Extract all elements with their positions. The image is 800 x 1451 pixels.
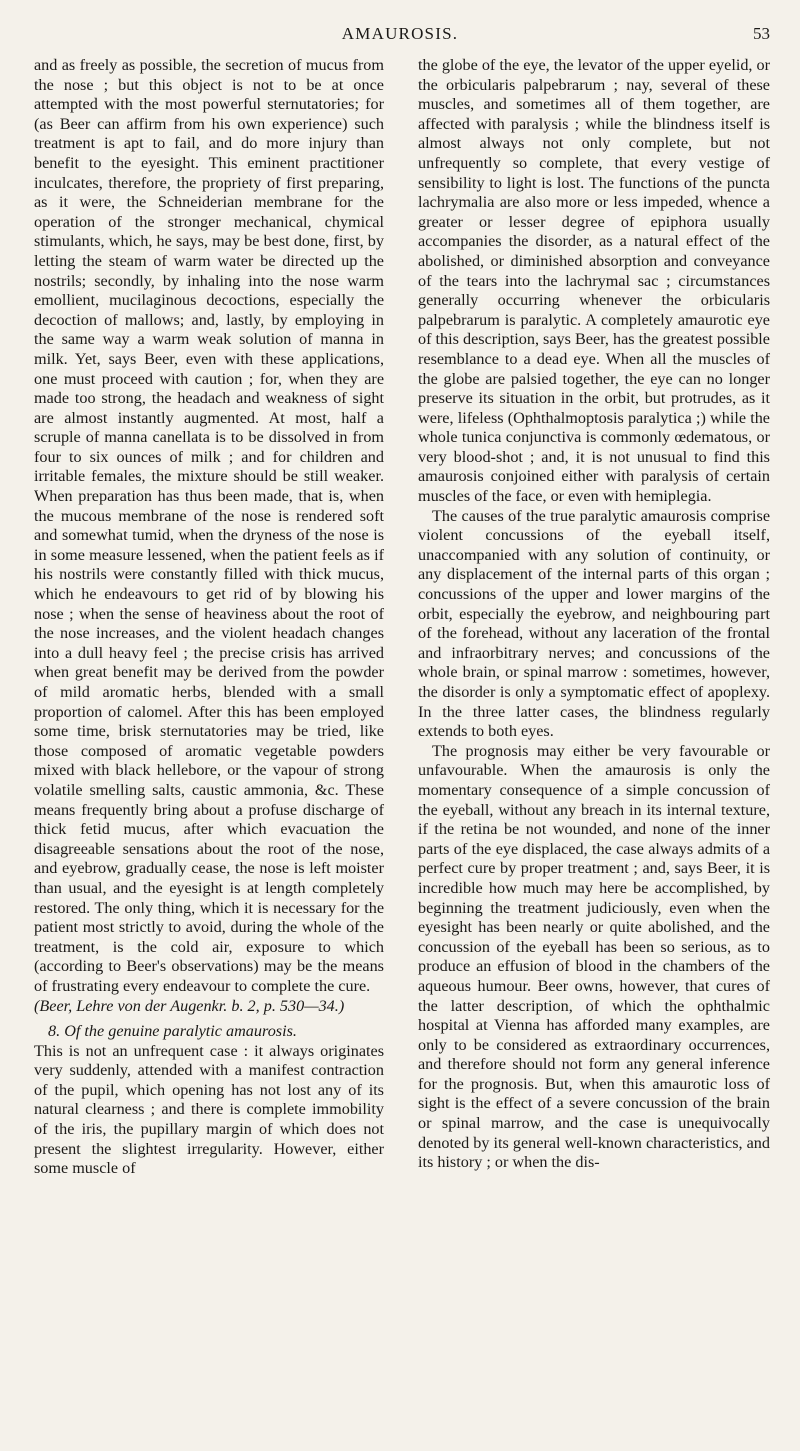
section-text: This is not an unfrequent case : it always originates very suddenly, attended with a manifest contraction of the pupil, which opening has not lost any of its natural clearness ; and there is complete immobility of the iris, the pupillary margin of which does not present the slightest irregularity. However, either some muscle of [34,1041,384,1178]
section-heading: 8. Of the genuine paralytic amaurosis. [48,1022,297,1041]
running-head-title: AMAUROSIS. [341,24,459,43]
left-column [34,56,384,1179]
left-paragraph-1: and as freely as possible, the secretion of mucus from the nose ; but this object is not to be at once attempted with the most powerful sternutatories; for (as Beer can affirm from his own experience) such treatment is apt to fail, and do more injury than benefit to the eyesight. This eminent practitioner inculcates, therefore, the propriety of first preparing, as it were, the Schneiderian membrane for the operation of the stronger mechanical, chymical stimulants, which, he says, may be best done, first, by letting the steam of warm water be directed up the nostrils; secondly, by inhaling into the nose warm emollient, mucilaginous decoctions, especially the decoction of mallows; and, lastly, by employing in the same way a warm weak solution of manna in milk. Yet, says Beer, even with these applications, one must proceed with caution ; for, when they are made too strong, the headach and weakness of sight are almost instantly augmented. At most, half a scruple of manna canellata is to be dissolved in from four to six ounces of milk ; and for children and irritable females, the mixture should be still weaker. When preparation has thus been made, that is, when the mucous membrane of the nose is rendered soft and somewhat tumid, when the dryness of the nose is in some measure lessened, when the patient feels as if his nostrils were constantly filled with thick mucus, which he endeavours to get rid of by blowing his nose ; when the sense of heaviness about the root of the nose increases, and the violent headach changes into a dull heavy feel ; the precise crisis has arrived when great benefit may be derived from the powder of mild aromatic herbs, blended with a small proportion of calomel. After this has been employed some time, brisk sternutatories may be tried, like those composed of aromatic vegetable powders mixed with black hellebore, or the vapour of strong volatile smelling salts, caustic ammonia, &c. These means frequently bring about a profuse discharge of thick fetid mucus, after which evacuation the disagreeable sensations about the root of the nose, and eyebrow, gradually cease, the nose is left moister than usual, and the eyesight is at length completely restored. The only thing, which it is necessary for the patient most strictly to avoid, during the whole of the treatment, is the cold air, exposure to which (according to Beer's observations) may be the means of frustrating every endeavour to complete the cure. [34,56,384,995]
right-paragraph-3: The prognosis may either be very favourable or unfavourable. When the amaurosis is only the momentary consequence of a simple concussion of the eyeball, without any breach in its internal texture, if the retina be not wounded, and none of the inner parts of the eye displaced, the case always admits of a perfect cure by proper treatment ; and, says Beer, it is incredible how much may here be accomplished, by beginning the treatment judiciously, even when the eyesight has been nearly or quite abolished, and the concussion of the eyeball has been so serious, as to produce an effusion of blood in the chambers of the aqueous humour. Beer owns, however, that cures of the latter description, of which the ophthalmic hospital at Vienna has afforded many examples, are only to be considered as extraordinary occurrences, and therefore should not form any general inference for the prognosis. But, when this amaurotic loss of sight is the effect of a severe concussion of the brain or spinal marrow, and the case is unequivocally denoted by its general well-known characteristics, and its history ; or when the dis- [418,741,770,1172]
left-citation: (Beer, Lehre von der Augenkr. b. 2, p. 530—34.) [34,996,345,1015]
right-column [418,56,770,1173]
right-paragraph-1: the globe of the eye, the levator of the upper eyelid, or the orbicularis palpebrarum ; nay, several of these muscles, and sometimes all of them together, are affected with paralysis ; while the blindness itself is almost always not only complete, but not unfrequently so complete, that every vestige of sensibility to light is lost. The functions of the puncta lachrymalia are also more or less impeded, whence a greater or lesser degree of epiphora usually accompanies the disorder, as a natural effect of the abolished, or diminished absorption and conveyance of the tears into the lachrymal sac ; circumstances generally occurring whenever the orbicularis palpebrarum is paralytic. A completely amaurotic eye of this description, says Beer, has the greatest possible resemblance to a dead eye. When all the muscles of the globe are palsied together, the eye can no longer preserve its situation in the orbit, but protrudes, as it were, lifeless (Ophthalmoptosis paralytica ;) while the whole tunica conjunctiva is commonly œdematous, or very blood-shot ; and, it is not unusual to find this amaurosis conjoined either with paralysis of certain muscles of the face, or even with hemiplegia. [418,56,770,506]
running-head [0,24,800,50]
right-paragraph-2: The causes of the true paralytic amaurosis comprise violent concussions of the eyeball itself, unaccompanied with any solution of continuity, or any displacement of the internal parts of this organ ; concussions of the upper and lower margins of the orbit, especially the eyebrow, and neighbouring part of the forehead, without any laceration of the frontal and infraorbitrary nerves; and concussions of the whole brain, or spinal marrow : sometimes, however, the disorder is only a symptomatic effect of apoplexy. In the three latter cases, the blindness regularly extends to both eyes. [418,506,770,741]
page-number: 53 [753,24,770,43]
